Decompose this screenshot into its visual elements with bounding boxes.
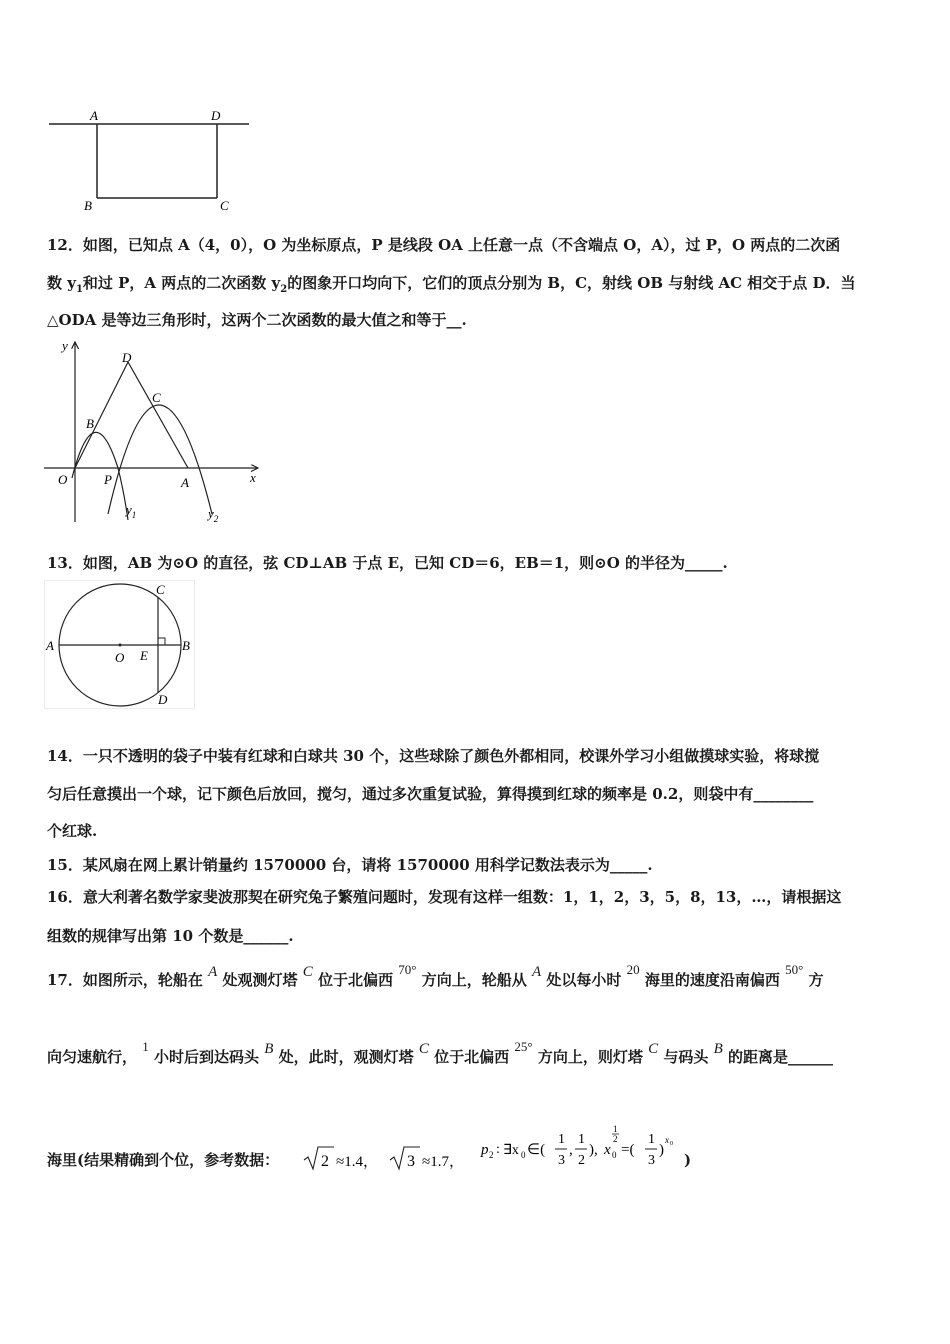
label-c: C bbox=[220, 198, 229, 213]
q17-l1-speed20: 20 bbox=[626, 962, 640, 977]
q17-l2-t10: 与码头 bbox=[663, 1048, 709, 1066]
f-x-sub: 0 bbox=[521, 1150, 526, 1160]
q17-l1-a2: A bbox=[531, 964, 542, 980]
q17-line2 bbox=[47, 1039, 833, 1068]
q17-l1-angle50: 50° bbox=[785, 962, 804, 977]
f-n1: 1 bbox=[558, 1132, 565, 1147]
f-x2-sub: 0 bbox=[612, 1150, 617, 1160]
q17-line1 bbox=[47, 962, 824, 991]
sqrt3-expression bbox=[386, 1143, 472, 1173]
figure-rectangle-abcd bbox=[44, 104, 254, 216]
sqrt2-value: 2 bbox=[321, 1153, 329, 1170]
q12-sub1: 1 bbox=[75, 284, 83, 295]
q12-line1: 12．如图，已知点 A（4，0），O 为坐标原点，P 是线段 OA 上任意一点（不含端点 O，A），过 P，O 两点的二次函 bbox=[47, 236, 841, 254]
q17-l2-c2: C bbox=[648, 1041, 659, 1057]
label-y: y bbox=[62, 338, 68, 353]
f-d3: 3 bbox=[648, 1153, 655, 1168]
parabola-y1 bbox=[72, 432, 128, 520]
q14-line2: 匀后任意摸出一个球，记下颜色后放回，搅匀，通过多次重复试验，算得摸到红球的频率是 0.2，则袋中有________ bbox=[47, 785, 814, 803]
q17-l2-b2: B bbox=[713, 1041, 723, 1057]
f-comma: , bbox=[569, 1142, 573, 1158]
formula-p2 bbox=[478, 1120, 688, 1174]
f-x2: x bbox=[604, 1142, 611, 1158]
f-p-sub: 2 bbox=[489, 1150, 494, 1160]
figure-parabolas bbox=[40, 336, 265, 528]
sqrt2-approx: ≈1.4， bbox=[336, 1154, 378, 1170]
f-pow: x bbox=[665, 1135, 669, 1145]
q12-line2 bbox=[47, 273, 856, 300]
f-n2: 1 bbox=[578, 1132, 585, 1147]
label-a: A bbox=[46, 638, 54, 653]
q17-l1-angle70: 70° bbox=[398, 962, 417, 977]
q17-l1-t4: 位于北偏西 bbox=[318, 971, 394, 989]
sqrt3-radical bbox=[390, 1147, 420, 1169]
q17-l2-b: B bbox=[264, 1041, 274, 1057]
q17-l1-a: A bbox=[208, 964, 218, 980]
label-y1-main: y bbox=[126, 502, 132, 517]
q17-l1-t6: 方向上，轮船从 bbox=[421, 971, 527, 989]
q17-l2-t6: 位于北偏西 bbox=[434, 1048, 510, 1066]
q17-l1-t10: 海里的速度沿南偏西 bbox=[644, 971, 780, 989]
q17-l1-t8: 处以每小时 bbox=[546, 971, 622, 989]
q12-sub2: 2 bbox=[280, 284, 288, 295]
q17-l2-t0: 向匀速航行， bbox=[47, 1048, 138, 1066]
q16-line1: 16．意大利著名数学家斐波那契在研究兔子繁殖问题时，发现有这样一组数：1，1，2，3，5，8，13，…，请根据这 bbox=[47, 888, 842, 906]
label-b: B bbox=[182, 638, 190, 653]
sqrt2-radical bbox=[304, 1147, 334, 1169]
label-y1-sub: 1 bbox=[131, 510, 137, 520]
f-p: p bbox=[481, 1142, 489, 1158]
q17-l1-t2: 处观测灯塔 bbox=[222, 971, 298, 989]
q15-text: 15．某风扇在网上累计销量约 1570000 台，请将 1570000 用科学记数法表示为_____. bbox=[47, 856, 653, 874]
f-d2: 2 bbox=[578, 1153, 585, 1168]
label-y1 bbox=[124, 502, 136, 520]
q17-l2-t4: 处，此时，观测灯塔 bbox=[278, 1048, 414, 1066]
q13-text: 13．如图，AB 为⊙O 的直径，弦 CD⊥AB 于点 E，已知 CD＝6，EB＝1，则⊙O 的半径为_____. bbox=[47, 554, 728, 572]
q17-l1-t12: 方 bbox=[808, 971, 824, 989]
f-exp-n: 1 bbox=[613, 1124, 618, 1134]
f-rpar1: ), bbox=[589, 1142, 598, 1158]
center-dot bbox=[119, 644, 122, 647]
f-exp-d: 2 bbox=[613, 1134, 618, 1144]
q17-l2-hour1: 1 bbox=[142, 1039, 149, 1054]
f-eq: =( bbox=[621, 1142, 635, 1158]
sqrt3-value: 3 bbox=[407, 1153, 415, 1170]
label-d: D bbox=[211, 108, 221, 123]
parabola-y2 bbox=[108, 405, 212, 514]
q17-l2-t2: 小时后到达码头 bbox=[153, 1048, 259, 1066]
label-d: D bbox=[158, 692, 168, 707]
label-x: x bbox=[250, 470, 256, 485]
triangle-oda bbox=[75, 362, 188, 468]
q12-line2-a: 数 y bbox=[47, 274, 76, 292]
q17-close-paren: ) bbox=[684, 1151, 692, 1169]
f-exists: ∃x bbox=[503, 1143, 519, 1158]
label-p: P bbox=[104, 472, 112, 487]
label-b: B bbox=[86, 416, 94, 431]
q17-l1-c: C bbox=[302, 964, 313, 980]
q17-line3-text: 海里(结果精确到个位，参考数据： bbox=[47, 1151, 280, 1169]
f-colon: : bbox=[496, 1142, 500, 1157]
right-angle-mark bbox=[158, 638, 165, 645]
q17-l2-angle25: 25° bbox=[514, 1039, 533, 1054]
label-c: C bbox=[152, 390, 161, 405]
f-pow-sub: 0 bbox=[670, 1141, 673, 1147]
label-a: A bbox=[181, 475, 189, 490]
label-c: C bbox=[156, 582, 165, 597]
label-b: B bbox=[84, 198, 92, 213]
f-rpar: ) bbox=[659, 1142, 664, 1158]
sqrt2-expression bbox=[300, 1143, 386, 1173]
sqrt3-approx: ≈1.7， bbox=[422, 1154, 464, 1170]
q17-l1-t0: 17．如图所示，轮船在 bbox=[47, 971, 203, 989]
label-o: O bbox=[115, 650, 125, 665]
q14-line3: 个红球. bbox=[47, 822, 98, 840]
q17-l2-c: C bbox=[418, 1041, 429, 1057]
label-o: O bbox=[58, 472, 68, 487]
q12-line2-c: 的图象开口均向下，它们的顶点分别为 B，C，射线 OB 与射线 AC 相交于点 D．当 bbox=[287, 274, 856, 292]
f-in: ∈( bbox=[527, 1142, 546, 1158]
q16-line2: 组数的规律写出第 10 个数是______. bbox=[47, 927, 294, 945]
f-n3: 1 bbox=[648, 1132, 655, 1147]
q17-l2-t8: 方向上，则灯塔 bbox=[537, 1048, 643, 1066]
label-y2-sub: 2 bbox=[213, 514, 219, 524]
label-y2 bbox=[206, 506, 219, 524]
q17-l2-t12: 的距离是______ bbox=[727, 1048, 833, 1066]
f-d1: 3 bbox=[558, 1153, 565, 1168]
label-a: A bbox=[90, 108, 98, 123]
q14-line1: 14．一只不透明的袋子中装有红球和白球共 30 个，这些球除了颜色外都相同，校课外学习小组做摸球实验，将球搅 bbox=[47, 747, 820, 765]
q12-line2-b: 和过 P，A 两点的二次函数 y bbox=[82, 274, 281, 292]
label-d: D bbox=[122, 350, 132, 365]
label-e: E bbox=[140, 648, 148, 663]
figure-circle bbox=[44, 580, 196, 710]
q12-line3: △ODA 是等边三角形时，这两个二次函数的最大值之和等于__. bbox=[47, 311, 467, 329]
label-y2-main: y bbox=[208, 506, 214, 521]
